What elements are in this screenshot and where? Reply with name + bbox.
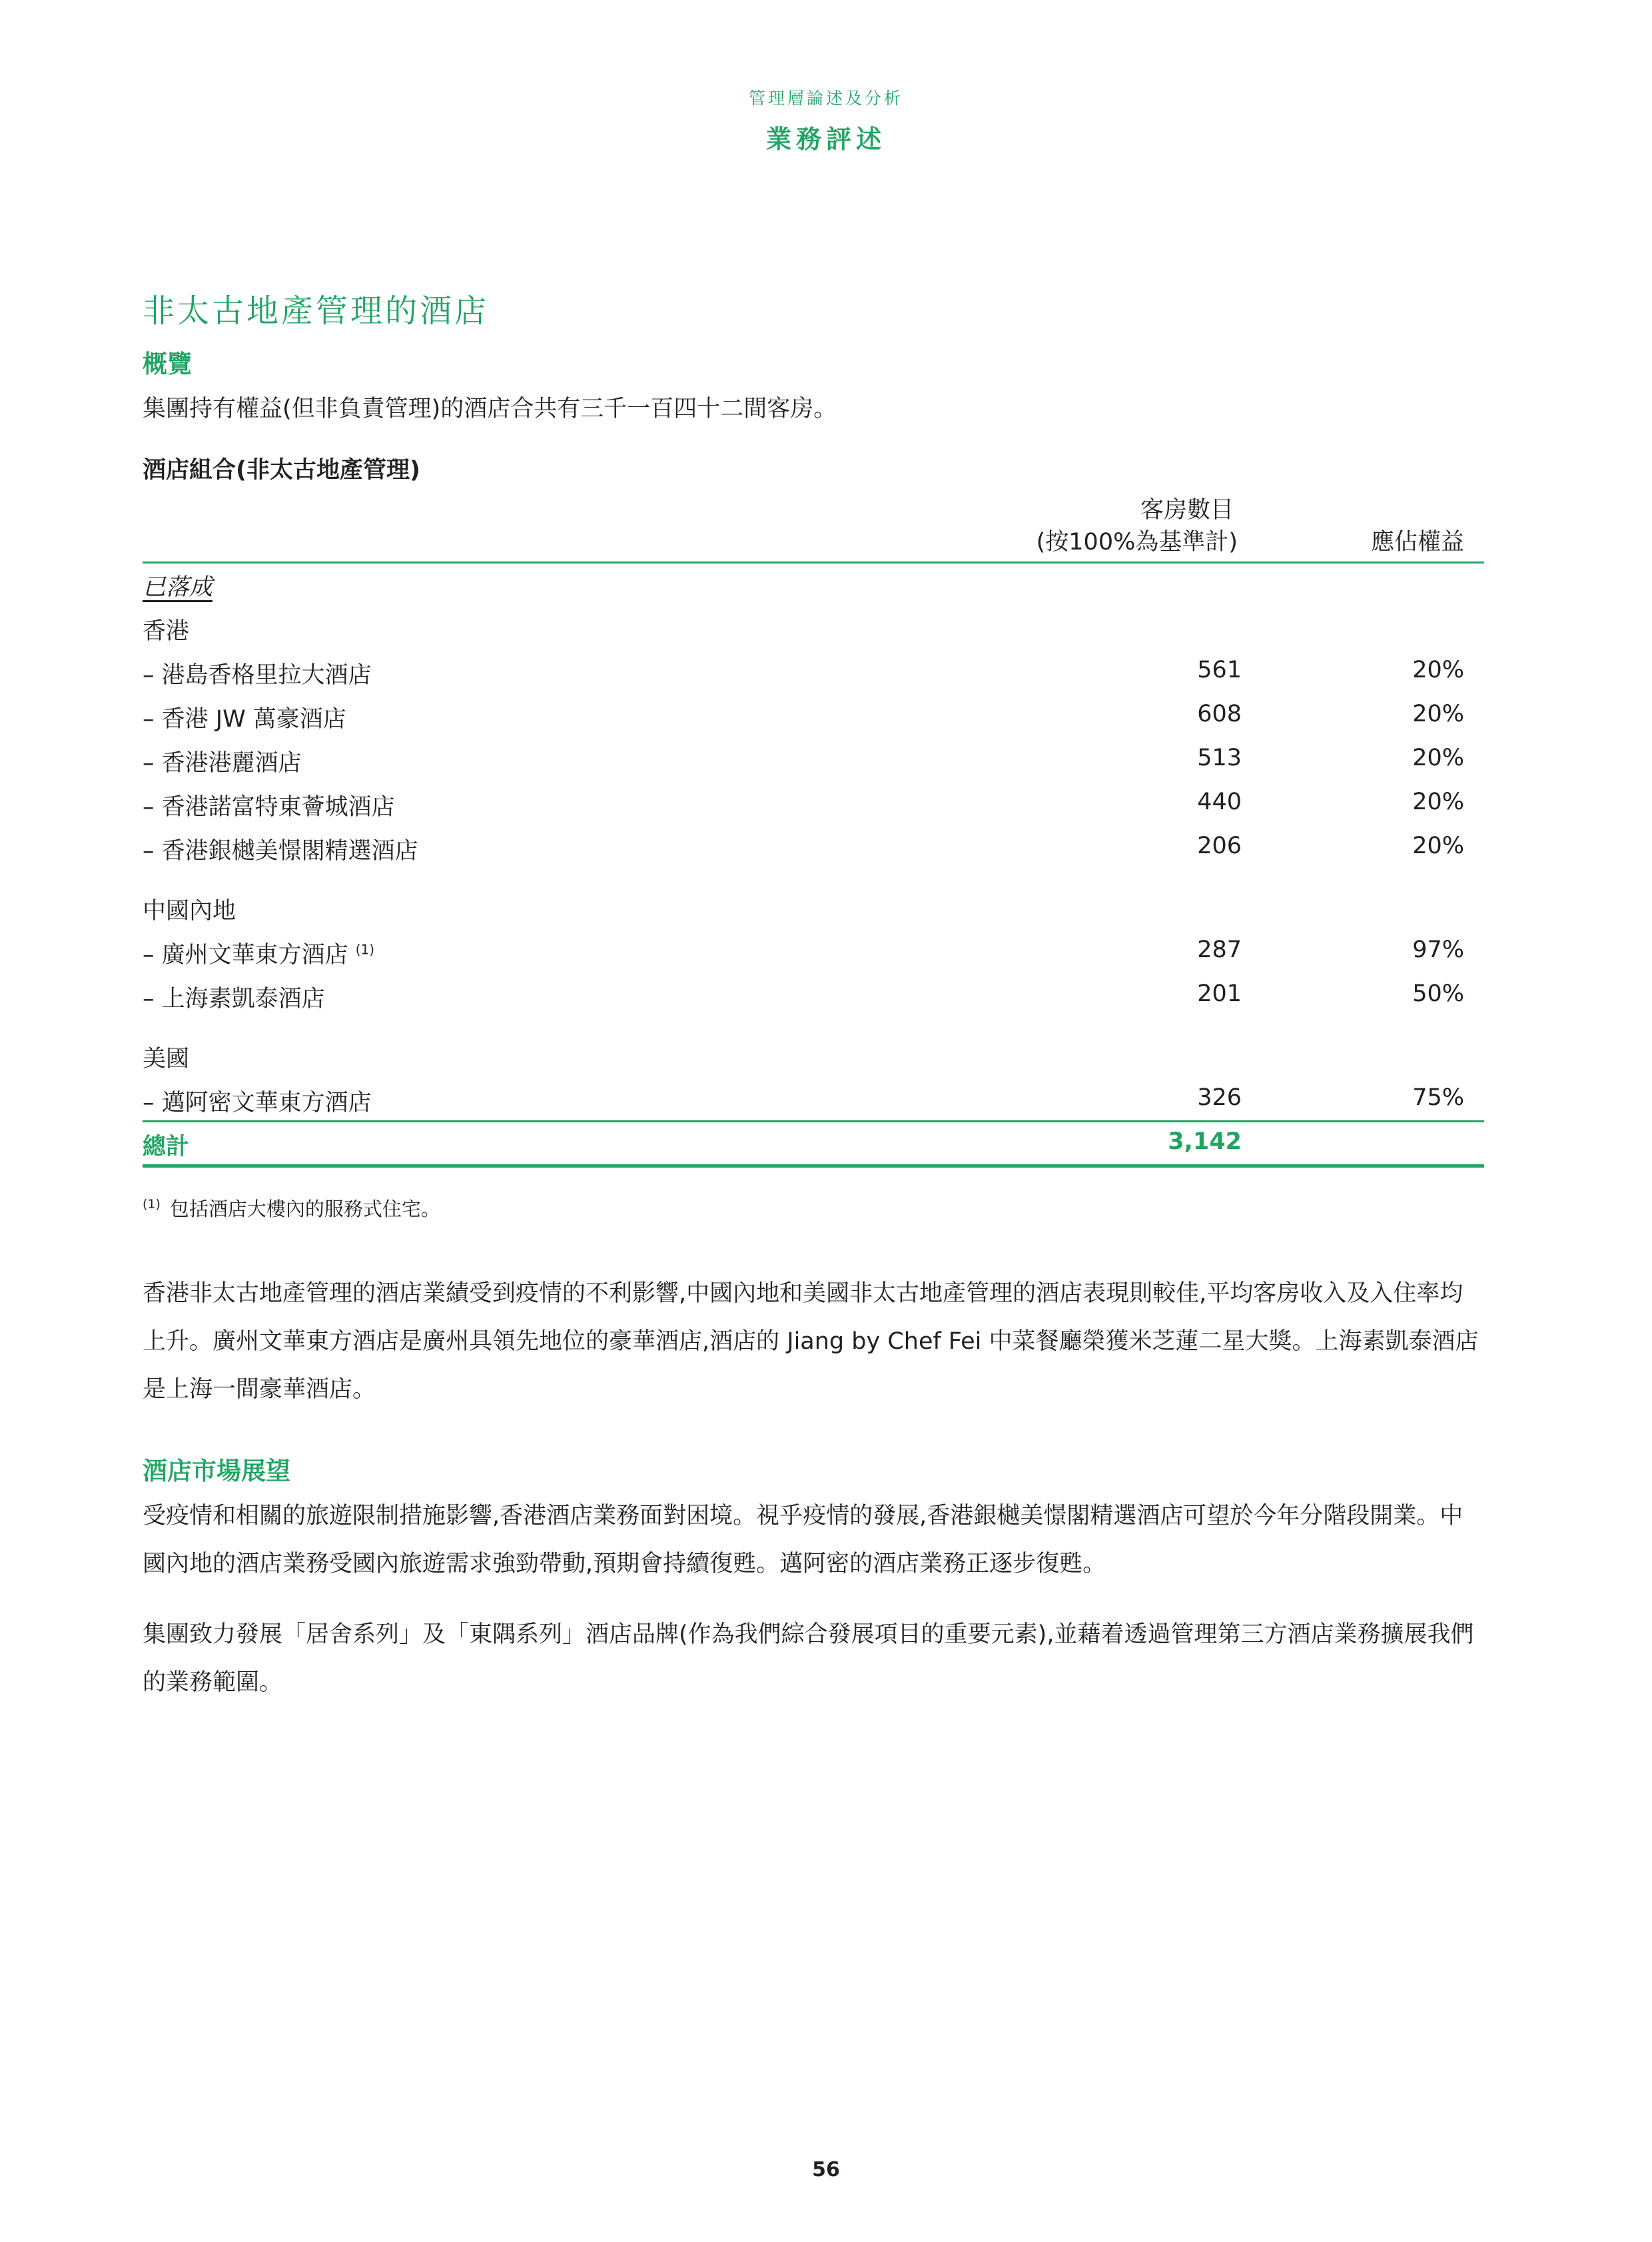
footnote xyxy=(143,1194,440,1222)
performance-paragraph: 香港非太古地產管理的酒店業績受到疫情的不利影響,中國內地和美國非太古地產管理的酒店表現則較佳,平均客房收入及入住率均上升。廣州文華東方酒店是廣州具領先地位的豪華酒店,酒店的 Jiang by Chef Fei 中菜餐廳榮獲米芝蓮二星大獎。上海素凱泰酒店是上海一間豪華酒店。 xyxy=(143,1280,1479,1403)
hotel-name: – 香港 JW 萬豪酒店 xyxy=(143,706,346,733)
table-row xyxy=(143,975,1484,1019)
region-label: 美國 xyxy=(143,1046,190,1072)
table-row xyxy=(143,739,1484,783)
page-number: 56 xyxy=(812,2158,840,2181)
column-header-rooms-line2: (按100%為基準計) xyxy=(1036,529,1238,556)
outlook-paragraph-1: 受疫情和相關的旅遊限制措施影響,香港酒店業務面對困境。視乎疫情的發展,香港銀樾美憬閣精選酒店可望於今年分階段開業。中國內地的酒店業務受國內旅遊需求強勁帶動,預期會持續復甦。邁阿密的酒店業務正逐步復甦。 xyxy=(143,1503,1463,1577)
table-row xyxy=(143,783,1484,827)
overview-text: 集團持有權益(但非負責管理)的酒店合共有三千一百四十二間客房。 xyxy=(143,396,837,422)
attributable-interest: 20% xyxy=(1412,745,1464,771)
table-row-region xyxy=(143,1035,1484,1079)
section-label: 管理層論述及分析 xyxy=(748,89,903,108)
attributable-interest: 20% xyxy=(1412,833,1464,859)
table-bottom-rule xyxy=(143,1164,1484,1168)
attributable-interest: 20% xyxy=(1412,789,1464,815)
overview-heading: 概覽 xyxy=(143,350,192,378)
hotel-name: – 香港銀樾美憬閣精選酒店 xyxy=(143,838,418,865)
footnote-marker: (1) xyxy=(355,941,375,958)
room-count: 608 xyxy=(1197,701,1242,727)
column-header-rooms-line1: 客房數目 xyxy=(1140,497,1234,524)
table-row xyxy=(143,931,1484,975)
table-row-status xyxy=(143,563,1484,607)
room-count: 561 xyxy=(1197,657,1242,683)
outlook-paragraph-2: 集團致力發展「居舍系列」及「東隅系列」酒店品牌(作為我們綜合發展項目的重要元素),並藉着透過管理第三方酒店業務擴展我們的業務範圍。 xyxy=(143,1621,1474,1696)
footnote-marker: (1) xyxy=(143,1197,161,1212)
chapter-title: 業務評述 xyxy=(765,125,886,154)
page-title: 非太古地產管理的酒店 xyxy=(143,292,490,330)
room-count: 513 xyxy=(1197,745,1242,771)
room-count: 287 xyxy=(1197,936,1242,963)
attributable-interest: 20% xyxy=(1412,657,1464,683)
hotel-name: – 上海素凱泰酒店 xyxy=(143,986,325,1012)
table-title: 酒店組合(非太古地產管理) xyxy=(143,457,420,484)
hotel-name: – 港島香格里拉大酒店 xyxy=(143,662,372,689)
room-count: 440 xyxy=(1197,789,1242,815)
hotel-name: – 廣州文華東方酒店 $^{(1)}$ xyxy=(143,941,375,968)
hotel-name: – 香港諾富特東薈城酒店 xyxy=(143,794,395,821)
outlook-heading: 酒店市場展望 xyxy=(143,1457,290,1485)
footnote-text: 包括酒店大樓內的服務式住宅。 xyxy=(169,1198,440,1220)
attributable-interest: 97% xyxy=(1412,936,1464,963)
table-row-region xyxy=(143,607,1484,651)
attributable-interest: 75% xyxy=(1412,1084,1464,1111)
table-row-region xyxy=(143,887,1484,931)
column-header-interest: 應佔權益 xyxy=(1370,529,1464,556)
region-label: 香港 xyxy=(143,618,190,645)
room-count: 206 xyxy=(1197,833,1242,859)
total-label: 總計 xyxy=(143,1134,190,1160)
room-count: 326 xyxy=(1197,1084,1242,1111)
hotel-name: – 邁阿密文華東方酒店 xyxy=(143,1090,372,1116)
table-row xyxy=(143,827,1484,871)
attributable-interest: 50% xyxy=(1412,980,1464,1007)
table-total-rule xyxy=(143,1120,1484,1122)
table-row xyxy=(143,651,1484,695)
table-row-total xyxy=(143,1123,1484,1167)
region-label: 中國內地 xyxy=(143,898,236,925)
room-count: 201 xyxy=(1197,980,1242,1007)
table-row xyxy=(143,1079,1484,1123)
status-label: 已落成 xyxy=(143,574,213,601)
attributable-interest: 20% xyxy=(1412,701,1464,727)
table-row xyxy=(143,695,1484,739)
hotel-name: – 香港港麗酒店 xyxy=(143,750,302,777)
total-room-count: 3,142 xyxy=(1168,1128,1242,1155)
